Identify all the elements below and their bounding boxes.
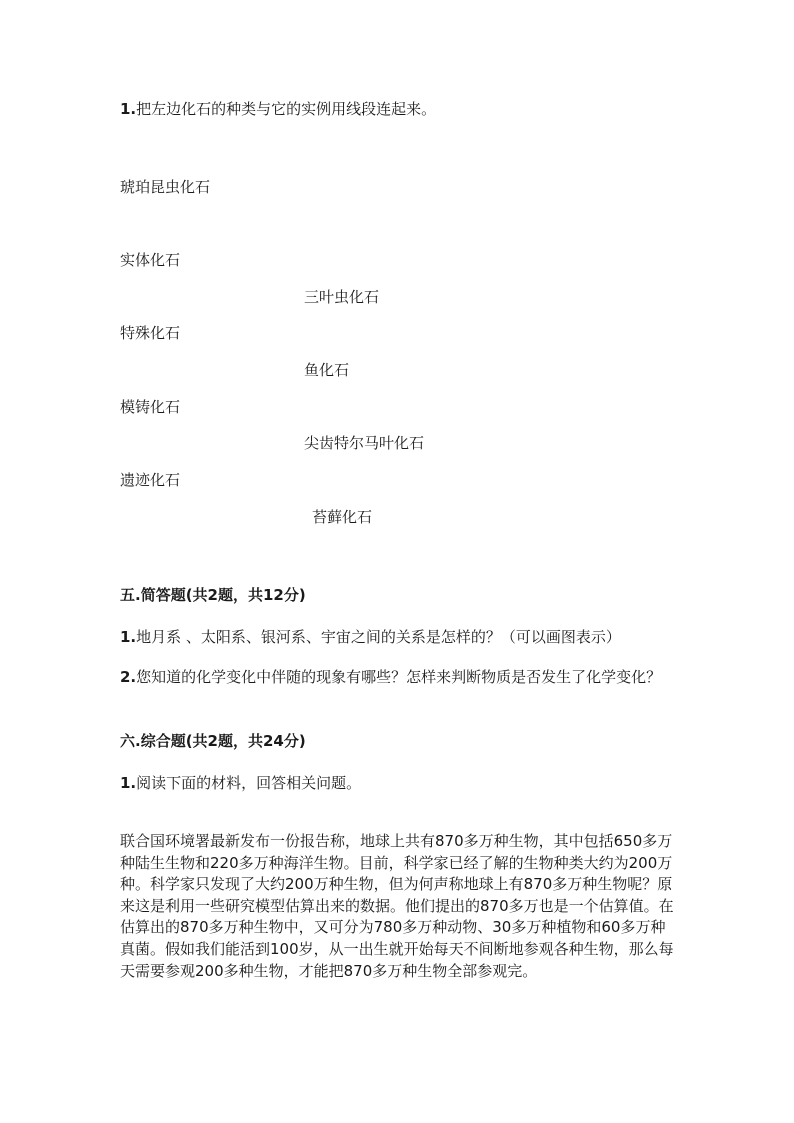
section-5-question-1 [120, 626, 621, 647]
section-5-question-2 [120, 667, 680, 688]
question-text: 您知道的化学变化中伴随的现象有哪些？怎样来判断物质是否发生了化学变化？ [136, 668, 662, 686]
question-text: 阅读下面的材料，回答相关问题。 [136, 774, 362, 792]
section-5-title: 五.简答题(共2题，共12分) [120, 586, 306, 604]
question-text: 把左边化石的种类与它的实例用线段连起来。 [136, 100, 437, 118]
question-number: 2. [120, 668, 137, 686]
question-number: 1. [120, 628, 137, 646]
right-item-leaf-fossil: 尖齿特尔马叶化石 [304, 434, 425, 452]
right-item-trilobite-fossil: 三叶虫化石 [304, 288, 380, 306]
right-item-fish-fossil: 鱼化石 [304, 361, 350, 379]
left-item-trace-fossil: 遗迹化石 [120, 471, 181, 489]
question-number: 1. [120, 100, 137, 118]
section-6-question-1 [120, 772, 361, 793]
section-6-title: 六.综合题(共2题，共24分) [120, 732, 306, 750]
right-item-moss-fossil: 苔藓化石 [312, 508, 373, 526]
left-item-mold-fossil: 模铸化石 [120, 398, 181, 416]
question-1 [120, 98, 436, 119]
left-item-special-fossil: 特殊化石 [120, 324, 181, 342]
question-number: 1. [120, 774, 137, 792]
question-text: 地月系 、太阳系、银河系、宇宙之间的关系是怎样的？（可以画图表示） [136, 628, 621, 646]
left-item-amber-insect-fossil: 琥珀昆虫化石 [120, 178, 211, 196]
reading-passage: 联合国环境署最新发布一份报告称，地球上共有870多万种生物，其中包括650多万种陆生生物和220多万种海洋生物。目前，科学家已经了解的生物种类大约为200万种。科学家只发现了大约200万种生物，但为何声称地球上有870多万种生物呢？原来这是利用一些研究模型估算出来的数据。他们提出的870多万也是一个估算值。在估算出的870多万种生物中，又可分为780多万种动物、30多万种植物和60多万种真菌。假如我们能活到100岁，从一出生就开始每天不间断地参观各种生物，那么每天需要参观200多种生物，才能把870多万种生物全部参观完。 [120, 832, 674, 980]
left-item-body-fossil: 实体化石 [120, 251, 181, 269]
